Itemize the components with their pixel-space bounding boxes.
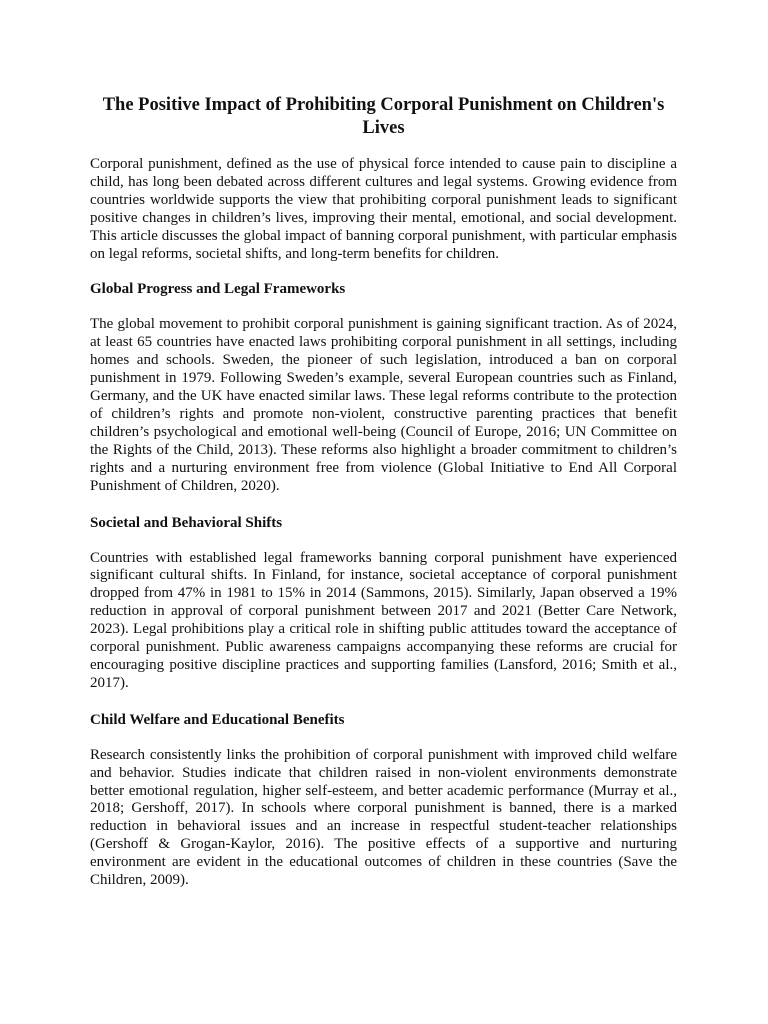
section-heading-societal-shifts: Societal and Behavioral Shifts [90,514,283,531]
document-page [90,94,677,890]
section-body-societal-shifts: Countries with established legal frameworks banning corporal punishment have experienced significant cultural shifts. In Finland, for instance, societal acceptance of corporal punishment dropped from 47% in 1981 to 15% in 2014 (Sammons, 2015). Similarly, Japan observed a 19% reduction in approval of corporal punishment between 2017 and 2021 (Better Care Network, 2023). Legal prohibitions play a critical role in shifting public attitudes toward the acceptance of corporal punishment. Public awareness campaigns accompanying these reforms are crucial for encouraging positive discipline practices and supporting families (Lansford, 2016; Smith et al., 2017). [90,549,677,691]
section-heading-child-welfare: Child Welfare and Educational Benefits [90,711,345,728]
document-title: The Positive Impact of Prohibiting Corporal Punishment on Children's Lives [102,95,665,138]
section-heading-global-progress: Global Progress and Legal Frameworks [90,281,346,298]
section-body-child-welfare: Research consistently links the prohibition of corporal punishment with improved child welfare and behavior. Studies indicate that children raised in non-violent environments demonstrate better emotional regulation, higher self-esteem, and better academic performance (Murray et al., 2018; Gershoff, 2017). In schools where corporal punishment is banned, there is a marked reduction in behavioral issues and an increase in respectful student-teacher relationships (Gershoff & Grogan-Kaylor, 2016). The positive effects of a supportive and nurturing environment are evident in the educational outcomes of children in these countries (Save the Children, 2009). [90,746,677,889]
intro-paragraph: Corporal punishment, defined as the use of physical force intended to cause pain to discipline a child, has long been debated across different cultures and legal systems. Growing evidence from countries worldwide supports the view that prohibiting corporal punishment leads to significant positive changes in children’s lives, improving their mental, emotional, and social development. This article discusses the global impact of banning corporal punishment, with particular emphasis on legal reforms, societal shifts, and long-term benefits for children. [90,156,677,262]
section-body-global-progress: The global movement to prohibit corporal punishment is gaining significant traction. As of 2024, at least 65 countries have enacted laws prohibiting corporal punishment in all settings, including homes and schools. Sweden, the pioneer of such legislation, introduced a ban on corporal punishment in 1979. Following Sweden’s example, several European countries such as Finland, Germany, and the UK have enacted similar laws. These legal reforms contribute to the protection of children’s rights and promote non-violent, constructive parenting practices that benefit children’s psychological and emotional well-being (Council of Europe, 2016; UN Committee on the Rights of the Child, 2013). These reforms also highlight a broader commitment to children’s rights and a nurturing environment free from violence (Global Initiative to End All Corporal Punishment of Children, 2020). [90,316,677,494]
